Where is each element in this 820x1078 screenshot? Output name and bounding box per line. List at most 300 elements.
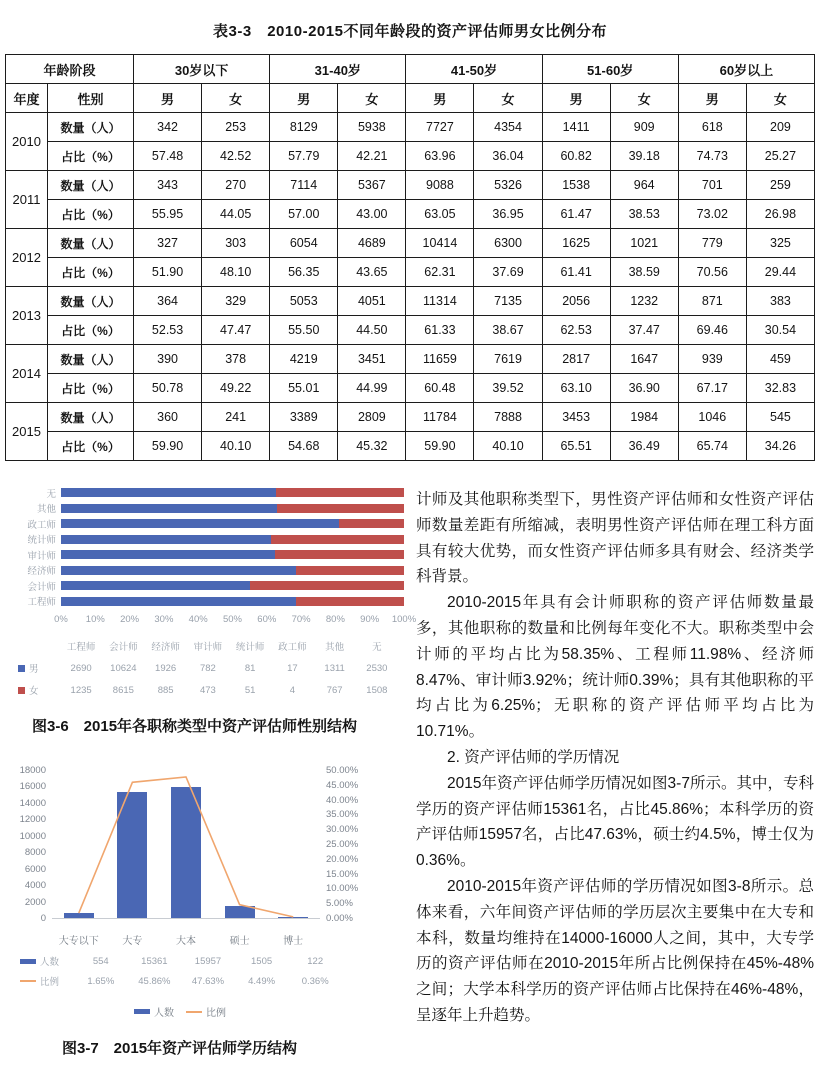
- left-axis-tick-label: 18000: [19, 765, 46, 776]
- line-legend-swatch: [186, 1011, 202, 1013]
- pct-row-label: 占比（%）: [48, 200, 134, 229]
- male-bar-segment: [61, 597, 296, 606]
- bar-legend-swatch: [134, 1009, 150, 1014]
- table-row: [6, 287, 815, 316]
- gender-header: 性别: [48, 84, 134, 113]
- pct-row-label: 占比（%）: [48, 258, 134, 287]
- x-axis-tick-label: 0%: [54, 614, 68, 625]
- count-cell: 1411: [542, 113, 610, 142]
- pct-cell: 61.47: [542, 200, 610, 229]
- age-group-header: 31-40岁: [270, 55, 406, 84]
- line-legend-swatch: [20, 980, 36, 982]
- table-column-header: 会计师: [109, 642, 138, 653]
- table-row: [6, 171, 815, 200]
- fig3-7-legend: [10, 1004, 350, 1019]
- count-cell: 5326: [474, 171, 542, 200]
- year-cell: 2010: [6, 113, 48, 171]
- x-axis-tick-label: 10%: [85, 614, 105, 625]
- count-cell: 209: [746, 113, 814, 142]
- fig3-6-data-table: [10, 639, 398, 697]
- stacked-bar-row: [10, 594, 404, 610]
- female-bar-segment: [296, 566, 404, 575]
- pct-cell: 40.10: [202, 432, 270, 461]
- count-cell: 5367: [338, 171, 406, 200]
- pct-cell: 32.83: [746, 374, 814, 403]
- value-cell: 47.63%: [191, 975, 225, 987]
- pct-cell: 40.10: [474, 432, 542, 461]
- age-group-header: 41-50岁: [406, 55, 542, 84]
- count-row-label: 数量（人）: [48, 171, 134, 200]
- pct-cell: 63.96: [406, 142, 474, 171]
- count-cell: 1538: [542, 171, 610, 200]
- pct-cell: 39.52: [474, 374, 542, 403]
- category-label: 经济师: [27, 566, 56, 578]
- value-cell: 122: [307, 955, 324, 967]
- count-cell: 5938: [338, 113, 406, 142]
- pct-cell: 59.90: [406, 432, 474, 461]
- left-axis-tick-label: 14000: [19, 797, 46, 809]
- value-cell: 473: [199, 684, 216, 696]
- count-cell: 6054: [270, 229, 338, 258]
- value-cell: 8615: [112, 684, 134, 696]
- left-axis-tick-label: 4000: [24, 880, 46, 892]
- value-cell: 10624: [110, 662, 137, 674]
- count-cell: 4051: [338, 287, 406, 316]
- pct-cell: 25.27: [746, 142, 814, 171]
- male-header: 男: [542, 84, 610, 113]
- pct-cell: 36.49: [610, 432, 678, 461]
- value-cell: 2690: [70, 662, 92, 674]
- category-label: 大专以下: [58, 936, 99, 947]
- stacked-bar: [61, 581, 404, 590]
- legend-swatch: [18, 665, 25, 672]
- table-row: [6, 200, 815, 229]
- legend-label: 人数: [154, 1008, 174, 1019]
- value-cell: 1235: [70, 684, 92, 696]
- pct-cell: 38.67: [474, 316, 542, 345]
- category-label: 大专: [122, 936, 143, 947]
- category-label: 硕士: [229, 936, 250, 947]
- male-bar-segment: [61, 504, 277, 513]
- count-cell: 618: [678, 113, 746, 142]
- count-row-label: 数量（人）: [48, 403, 134, 432]
- x-axis-tick-label: 90%: [360, 614, 380, 625]
- value-cell: 81: [244, 662, 256, 674]
- right-axis-tick-label: 45.00%: [326, 779, 359, 791]
- count-cell: 1232: [610, 287, 678, 316]
- count-cell: 3453: [542, 403, 610, 432]
- count-cell: 1021: [610, 229, 678, 258]
- pct-cell: 56.35: [270, 258, 338, 287]
- male-bar-segment: [61, 566, 296, 575]
- x-axis-tick-label: 40%: [188, 614, 208, 625]
- right-axis-tick-label: 10.00%: [326, 883, 359, 895]
- count-cell: 11784: [406, 403, 474, 432]
- table-column-header: 无: [372, 642, 382, 653]
- count-row-label: 数量（人）: [48, 113, 134, 142]
- value-cell: 1311: [324, 662, 345, 674]
- table-row: [6, 374, 815, 403]
- count-cell: 701: [678, 171, 746, 200]
- series-name: 女: [29, 686, 39, 697]
- pct-cell: 70.56: [678, 258, 746, 287]
- pct-cell: 54.68: [270, 432, 338, 461]
- left-axis-tick-label: 8000: [24, 847, 46, 859]
- pct-cell: 51.90: [134, 258, 202, 287]
- fig3-7-plot-area: [10, 762, 404, 930]
- count-cell: 364: [134, 287, 202, 316]
- stacked-bar-row: [10, 501, 404, 517]
- count-cell: 2809: [338, 403, 406, 432]
- female-bar-segment: [276, 488, 404, 497]
- pct-cell: 57.48: [134, 142, 202, 171]
- right-axis-tick-label: 20.00%: [326, 853, 359, 865]
- legend-item-count: [134, 1004, 174, 1019]
- category-label: 审计师: [27, 550, 56, 562]
- male-header: 男: [270, 84, 338, 113]
- lower-content: [0, 485, 820, 1058]
- table-subheader-row: [6, 84, 815, 113]
- series-name: 男: [29, 664, 39, 675]
- count-cell: 4354: [474, 113, 542, 142]
- stacked-bar-row: [10, 532, 404, 548]
- count-cell: 1046: [678, 403, 746, 432]
- value-cell: 45.86%: [138, 975, 171, 987]
- table-row: [6, 142, 815, 171]
- fig3-7-category-labels: [52, 932, 320, 947]
- table-row: [6, 432, 815, 461]
- table-row: [6, 258, 815, 287]
- pct-cell: 38.53: [610, 200, 678, 229]
- value-cell: 767: [326, 684, 343, 696]
- age-group-header: 30岁以下: [134, 55, 270, 84]
- stacked-bar: [61, 488, 404, 497]
- value-cell: 782: [199, 662, 216, 674]
- pct-cell: 67.17: [678, 374, 746, 403]
- count-cell: 11314: [406, 287, 474, 316]
- fig3-7-caption: 图3-7 2015年资产评估师学历结构: [62, 1040, 298, 1057]
- body-paragraph: 2. 资产评估师的学历情况: [447, 748, 620, 766]
- stacked-bar-row: [10, 516, 404, 532]
- pct-row-label: 占比（%）: [48, 316, 134, 345]
- count-cell: 2056: [542, 287, 610, 316]
- count-cell: 253: [202, 113, 270, 142]
- series-name: 比例: [40, 977, 60, 988]
- category-label: 无: [46, 488, 56, 500]
- male-header: 男: [678, 84, 746, 113]
- female-header: 女: [202, 84, 270, 113]
- female-bar-segment: [277, 504, 404, 513]
- pct-cell: 44.99: [338, 374, 406, 403]
- year-header: 年度: [6, 84, 48, 113]
- pct-cell: 60.82: [542, 142, 610, 171]
- female-bar-segment: [339, 519, 404, 528]
- stacked-bar: [61, 597, 404, 606]
- right-axis-tick-label: 15.00%: [326, 868, 359, 880]
- female-header: 女: [338, 84, 406, 113]
- pct-cell: 62.53: [542, 316, 610, 345]
- pct-cell: 44.50: [338, 316, 406, 345]
- count-cell: 343: [134, 171, 202, 200]
- count-cell: 7888: [474, 403, 542, 432]
- series-label: [16, 974, 74, 988]
- count-cell: 5053: [270, 287, 338, 316]
- count-cell: 3451: [338, 345, 406, 374]
- value-cell: 4.49%: [248, 975, 276, 987]
- value-cell: 15361: [141, 955, 168, 967]
- male-bar-segment: [61, 535, 271, 544]
- category-label: 大本: [175, 936, 196, 947]
- series-name: 人数: [40, 957, 60, 968]
- count-cell: 303: [202, 229, 270, 258]
- table-column-header: 政工师: [278, 642, 307, 653]
- count-cell: 9088: [406, 171, 474, 200]
- pct-cell: 63.05: [406, 200, 474, 229]
- pct-cell: 36.90: [610, 374, 678, 403]
- series-label: [16, 954, 74, 968]
- pct-cell: 57.00: [270, 200, 338, 229]
- count-cell: 779: [678, 229, 746, 258]
- count-row-label: 数量（人）: [48, 229, 134, 258]
- year-cell: 2014: [6, 345, 48, 403]
- gender-ratio-table: [5, 54, 815, 461]
- pct-cell: 73.02: [678, 200, 746, 229]
- count-row-label: 数量（人）: [48, 345, 134, 374]
- left-axis-tick-label: 16000: [19, 781, 46, 793]
- right-axis-tick-label: 5.00%: [326, 898, 353, 910]
- table-row: [6, 403, 815, 432]
- pct-cell: 65.51: [542, 432, 610, 461]
- count-cell: 459: [746, 345, 814, 374]
- pct-cell: 62.31: [406, 258, 474, 287]
- table-column-header: 审计师: [193, 642, 223, 653]
- count-cell: 7727: [406, 113, 474, 142]
- count-cell: 7619: [474, 345, 542, 374]
- pct-cell: 43.65: [338, 258, 406, 287]
- fig3-6-caption: 图3-6 2015年各职称类型中资产评估师性别结构: [32, 718, 358, 735]
- stacked-bar-row: [10, 578, 404, 594]
- pct-row-label: 占比（%）: [48, 432, 134, 461]
- pct-cell: 48.10: [202, 258, 270, 287]
- count-cell: 909: [610, 113, 678, 142]
- count-cell: 1984: [610, 403, 678, 432]
- female-bar-segment: [296, 597, 404, 606]
- value-cell: 15957: [194, 955, 222, 967]
- pct-cell: 29.44: [746, 258, 814, 287]
- pct-cell: 52.53: [134, 316, 202, 345]
- category-label: 政工师: [27, 519, 56, 531]
- pct-cell: 36.95: [474, 200, 542, 229]
- legend-item-ratio: [186, 1004, 226, 1019]
- count-cell: 329: [202, 287, 270, 316]
- category-label: 工程师: [27, 597, 56, 609]
- value-cell: 51: [244, 684, 256, 696]
- left-axis-tick-label: 2000: [24, 896, 46, 908]
- female-bar-segment: [271, 535, 404, 544]
- fig3-7-data-table: [16, 954, 342, 988]
- value-cell: 1508: [366, 684, 388, 696]
- count-cell: 270: [202, 171, 270, 200]
- count-cell: 2817: [542, 345, 610, 374]
- table-row: [6, 229, 815, 258]
- table-column-header: 统计师: [235, 642, 265, 653]
- pct-cell: 42.21: [338, 142, 406, 171]
- year-cell: 2012: [6, 229, 48, 287]
- pct-cell: 59.90: [134, 432, 202, 461]
- legend-label: 比例: [206, 1008, 226, 1019]
- male-header: 男: [134, 84, 202, 113]
- pct-cell: 47.47: [202, 316, 270, 345]
- stacked-bar-row: [10, 485, 404, 501]
- corner-age-label: 年龄阶段: [6, 55, 134, 84]
- female-header: 女: [474, 84, 542, 113]
- count-cell: 1625: [542, 229, 610, 258]
- pct-cell: 63.10: [542, 374, 610, 403]
- count-cell: 327: [134, 229, 202, 258]
- x-axis-tick-label: 60%: [257, 614, 277, 625]
- table-column-header: 其他: [325, 642, 345, 653]
- count-cell: 378: [202, 345, 270, 374]
- fig3-6-chart: [10, 485, 417, 697]
- count-cell: 11659: [406, 345, 474, 374]
- legend-swatch: [18, 687, 25, 694]
- female-bar-segment: [275, 550, 404, 559]
- x-axis-tick-label: 100%: [391, 614, 417, 625]
- pct-cell: 26.98: [746, 200, 814, 229]
- male-bar-segment: [61, 550, 275, 559]
- x-axis-tick-label: 80%: [325, 614, 345, 625]
- table-title: 表3-3 2010-2015不同年龄段的资产评估师男女比例分布: [213, 23, 607, 40]
- fig3-7-chart: [10, 762, 414, 1019]
- pct-cell: 37.69: [474, 258, 542, 287]
- stacked-bar-row: [10, 547, 404, 563]
- right-axis-tick-label: 40.00%: [326, 794, 359, 806]
- x-axis-tick-label: 50%: [222, 614, 243, 625]
- value-cell: 1926: [155, 662, 177, 674]
- male-bar-segment: [61, 519, 339, 528]
- count-cell: 383: [746, 287, 814, 316]
- table-header-row: [6, 55, 815, 84]
- count-cell: 1647: [610, 345, 678, 374]
- count-cell: 4219: [270, 345, 338, 374]
- pct-cell: 30.54: [746, 316, 814, 345]
- count-row-label: 数量（人）: [48, 287, 134, 316]
- stacked-bar: [61, 504, 404, 513]
- female-header: 女: [610, 84, 678, 113]
- count-cell: 7114: [270, 171, 338, 200]
- table-column-header: 经济师: [151, 642, 180, 653]
- left-axis-tick-label: 10000: [19, 830, 46, 842]
- pct-cell: 57.79: [270, 142, 338, 171]
- pct-cell: 55.95: [134, 200, 202, 229]
- x-axis-tick-label: 20%: [120, 614, 140, 625]
- pct-cell: 36.04: [474, 142, 542, 171]
- left-axis-tick-label: 12000: [19, 814, 46, 826]
- pct-cell: 49.22: [202, 374, 270, 403]
- count-cell: 342: [134, 113, 202, 142]
- bar-legend-swatch: [20, 959, 36, 964]
- right-axis-tick-label: 35.00%: [326, 809, 359, 821]
- pct-cell: 50.78: [134, 374, 202, 403]
- pct-row-label: 占比（%）: [48, 142, 134, 171]
- pct-cell: 34.26: [746, 432, 814, 461]
- stacked-bar-row: [10, 563, 404, 579]
- pct-cell: 37.47: [610, 316, 678, 345]
- value-cell: 554: [92, 955, 109, 967]
- pct-cell: 60.48: [406, 374, 474, 403]
- category-label: 博士: [283, 936, 304, 947]
- count-cell: 7135: [474, 287, 542, 316]
- value-cell: 4: [289, 684, 296, 696]
- pct-cell: 74.73: [678, 142, 746, 171]
- fig3-6-x-axis: [54, 614, 417, 629]
- right-axis-tick-label: 0.00%: [326, 913, 353, 924]
- count-cell: 939: [678, 345, 746, 374]
- age-group-header: 51-60岁: [542, 55, 678, 84]
- pct-cell: 65.74: [678, 432, 746, 461]
- pct-cell: 69.46: [678, 316, 746, 345]
- stacked-bar: [61, 519, 404, 528]
- pct-cell: 55.50: [270, 316, 338, 345]
- male-header: 男: [406, 84, 474, 113]
- pct-cell: 44.05: [202, 200, 270, 229]
- pct-cell: 55.01: [270, 374, 338, 403]
- count-cell: 871: [678, 287, 746, 316]
- count-cell: 964: [610, 171, 678, 200]
- table-row: [6, 316, 815, 345]
- count-cell: 3389: [270, 403, 338, 432]
- stacked-bar: [61, 550, 404, 559]
- x-axis-tick-label: 30%: [154, 614, 174, 625]
- body-text-column: [414, 485, 820, 1058]
- female-header: 女: [746, 84, 814, 113]
- year-cell: 2011: [6, 171, 48, 229]
- value-cell: 885: [157, 684, 174, 696]
- count-cell: 241: [202, 403, 270, 432]
- count-cell: 10414: [406, 229, 474, 258]
- right-axis-tick-label: 50.00%: [326, 765, 359, 776]
- x-axis-tick-label: 70%: [291, 614, 311, 625]
- count-cell: 259: [746, 171, 814, 200]
- pct-cell: 38.59: [610, 258, 678, 287]
- x-axis-baseline: [52, 918, 320, 919]
- count-cell: 325: [746, 229, 814, 258]
- value-cell: 0.36%: [301, 975, 329, 987]
- male-bar-segment: [61, 581, 250, 590]
- count-cell: 390: [134, 345, 202, 374]
- pct-cell: 61.41: [542, 258, 610, 287]
- left-axis-tick-label: 0: [40, 913, 46, 924]
- body-paragraph: 计师及其他职称类型下，男性资产评估师和女性资产评估师数量差距有所缩减，表明男性资产评估师在理工科方面具有较大优势，而女性资产评估师多具有财会、经济类学科背景。: [416, 491, 814, 586]
- pct-cell: 45.32: [338, 432, 406, 461]
- category-label: 统计师: [27, 535, 56, 547]
- stacked-bar: [61, 535, 404, 544]
- year-cell: 2015: [6, 403, 48, 461]
- pct-cell: 39.18: [610, 142, 678, 171]
- pct-row-label: 占比（%）: [48, 374, 134, 403]
- fig3-6-bars: [10, 485, 404, 609]
- pct-cell: 42.52: [202, 142, 270, 171]
- table-row: [6, 113, 815, 142]
- value-cell: 17: [287, 662, 298, 674]
- value-cell: 1505: [251, 955, 273, 967]
- table-column-header: 工程师: [66, 642, 96, 653]
- pct-cell: 43.00: [338, 200, 406, 229]
- body-paragraph: 2010-2015年具有会计师职称的资产评估师数量最多，其他职称的数量和比例每年变化不大。职称类型中会计师的平均占比为58.35%、工程师11.98%、经济师8.47%、审计师3.92%；统计师0.39%；具有其他职称的平均占比为6.25%；无职称的资产评估师平均占比为10.71%。: [416, 594, 814, 741]
- male-bar-segment: [61, 488, 276, 497]
- series-label: [10, 661, 60, 675]
- right-axis-tick-label: 25.00%: [326, 839, 359, 850]
